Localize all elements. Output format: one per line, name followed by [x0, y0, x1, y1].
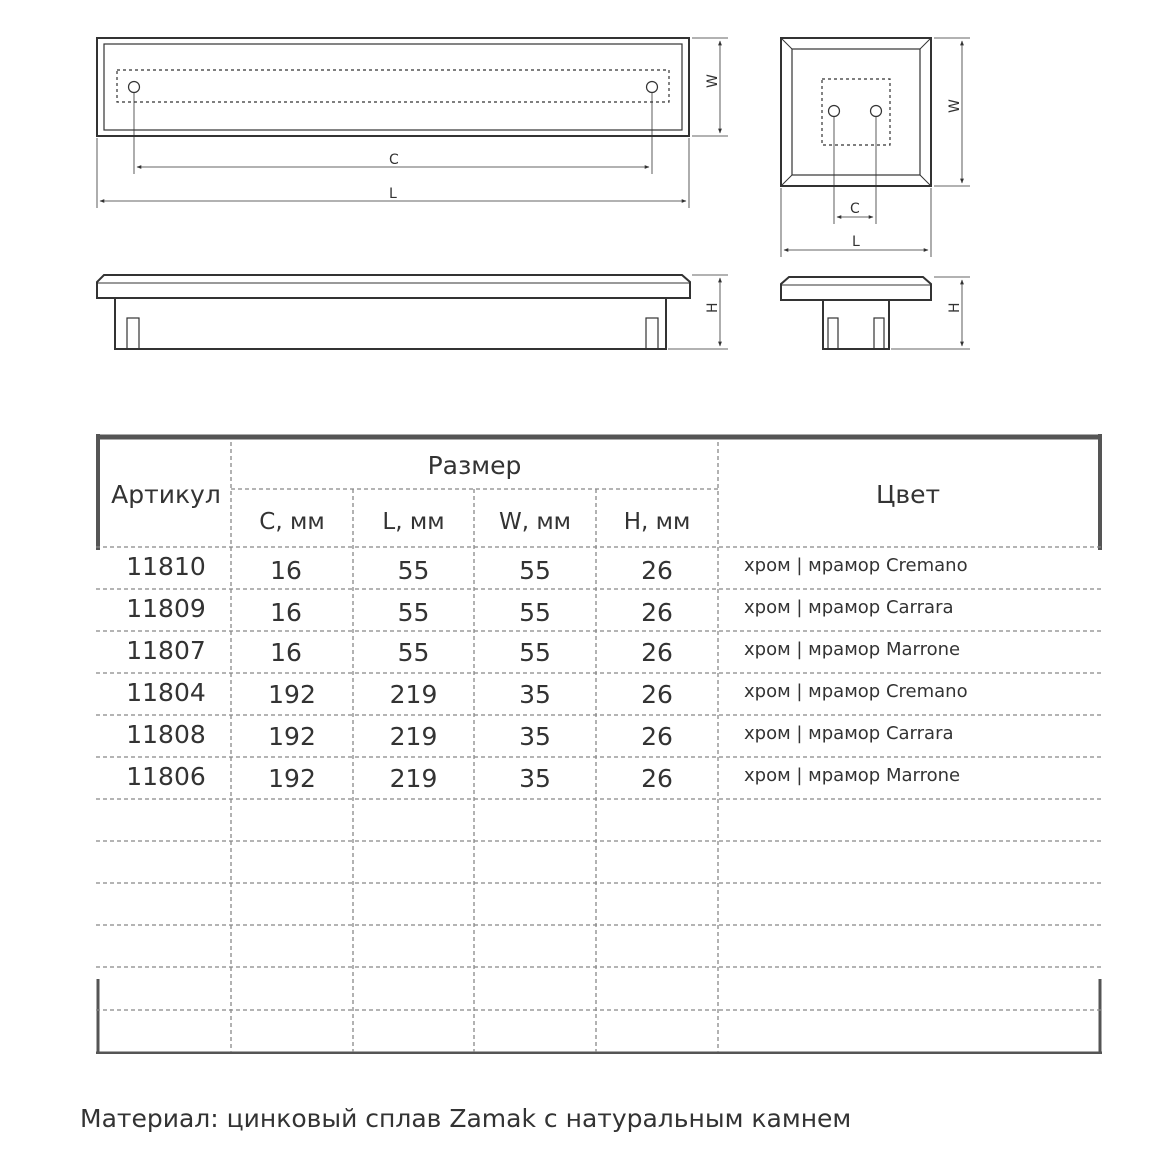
technical-drawings: [0, 0, 1156, 420]
top-view-long: [97, 38, 728, 208]
dim-label-h: H: [947, 302, 963, 313]
header-l: L, мм: [382, 508, 445, 535]
row-w: 35: [519, 679, 551, 709]
row-article: 11809: [126, 593, 206, 623]
header-c: C, мм: [259, 508, 325, 535]
header-color: Цвет: [875, 480, 941, 509]
row-color: хром | мрамор Carrara: [744, 596, 954, 618]
row-c: 192: [268, 679, 316, 709]
header-h: H, мм: [623, 508, 691, 535]
row-w: 55: [519, 555, 551, 585]
row-article: 11810: [126, 551, 206, 581]
row-c: 16: [270, 637, 302, 667]
row-color: хром | мрамор Marrone: [744, 764, 961, 786]
dim-label-h: H: [705, 302, 721, 313]
row-l: 219: [389, 679, 438, 709]
row-l: 219: [389, 763, 438, 793]
row-c: 192: [268, 721, 316, 751]
row-h: 26: [641, 637, 673, 667]
row-h: 26: [641, 763, 673, 793]
row-article: 11804: [126, 677, 206, 707]
row-color: хром | мрамор Cremano: [744, 554, 968, 576]
dim-label-l: L: [852, 234, 860, 250]
side-view-square: [781, 277, 970, 349]
side-view-long: [97, 275, 728, 349]
header-size: Размер: [427, 451, 522, 480]
top-view-square: [781, 38, 970, 257]
material-note: Материал: цинковый сплав Zamak с натуральным камнем: [80, 1104, 852, 1133]
row-article: 11806: [126, 761, 206, 791]
row-c: 16: [270, 555, 302, 585]
row-w: 55: [519, 637, 551, 667]
row-article: 11808: [126, 719, 206, 749]
row-w: 35: [519, 721, 551, 751]
row-h: 26: [641, 679, 673, 709]
row-l: 219: [389, 721, 438, 751]
dim-label-w: W: [705, 74, 721, 88]
row-color: хром | мрамор Cremano: [744, 680, 968, 702]
dim-label-c: C: [389, 152, 399, 168]
spec-table: [96, 434, 1102, 1054]
header-w: W, мм: [498, 508, 572, 535]
row-color: хром | мрамор Carrara: [744, 722, 954, 744]
dim-label-l: L: [389, 186, 397, 202]
row-c: 16: [270, 597, 302, 627]
row-w: 35: [519, 763, 551, 793]
row-h: 26: [641, 721, 673, 751]
row-w: 55: [519, 597, 551, 627]
row-article: 11807: [126, 635, 206, 665]
row-color: хром | мрамор Marrone: [744, 638, 961, 660]
dim-label-c: C: [850, 201, 860, 217]
row-h: 26: [641, 597, 673, 627]
row-h: 26: [641, 555, 673, 585]
row-l: 55: [397, 637, 430, 667]
header-article: Артикул: [111, 480, 221, 509]
dim-label-w: W: [947, 99, 963, 113]
row-c: 192: [268, 763, 316, 793]
row-l: 55: [397, 555, 430, 585]
row-l: 55: [397, 597, 430, 627]
